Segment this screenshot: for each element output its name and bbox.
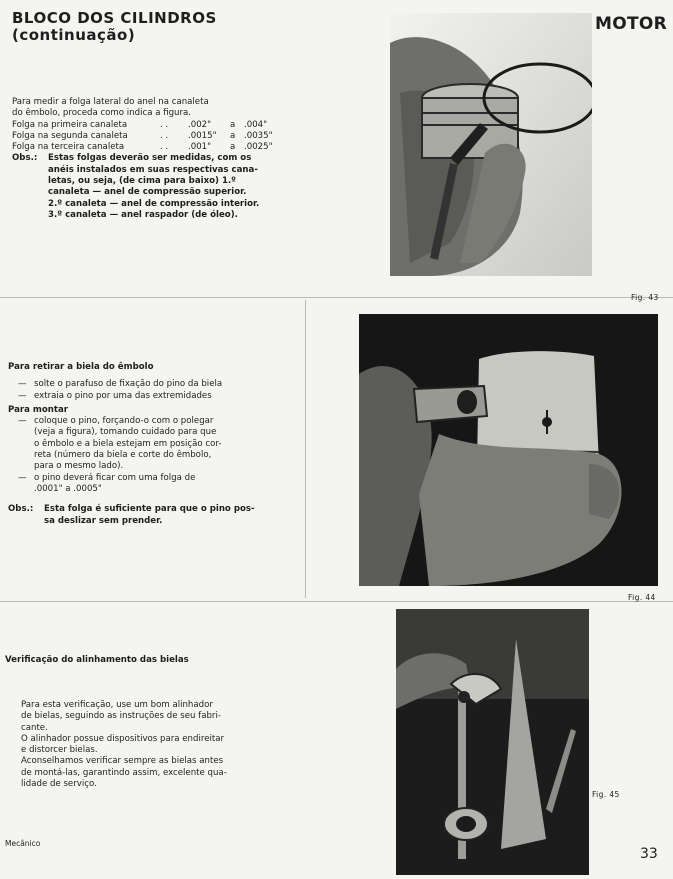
list-item [8, 473, 293, 496]
step-text: (veja a figura), tomando cuidado para que [34, 427, 217, 438]
clearance-row [12, 142, 282, 153]
body-line: O alinhador possue dispositivos para endireitar [21, 733, 225, 744]
obs-line: sa deslizar sem prender. [44, 515, 163, 526]
clearance-label: Folga na segunda canaleta [12, 130, 128, 141]
mount-heading: Para montar [8, 404, 69, 415]
page-number: 33 [640, 846, 658, 862]
list-item [8, 416, 293, 472]
intro-line: Para medir a folga lateral do anel na canaleta [12, 97, 209, 107]
dash: — [18, 472, 27, 483]
clearance-min: .0015" [188, 130, 217, 141]
clearance-dots: . . [160, 142, 169, 153]
clearance-label: Folga na primeira canaleta [12, 119, 128, 130]
obs-line: 2.º canaleta — anel de compressão interior. [48, 198, 260, 209]
body-line: lidade de serviço. [21, 779, 97, 790]
obs-line: letas, ou seja, (de cima para baixo) 1.º [48, 176, 237, 187]
clearance-max: .0025" [244, 142, 273, 153]
section2-heading: Para retirar a biela do êmbolo [8, 362, 154, 372]
divider-1 [0, 297, 673, 298]
section3-body [21, 700, 276, 790]
title-line-2: (continuação) [12, 26, 136, 44]
clearance-row [12, 131, 282, 142]
step-text: reta (número da biela e corte do êmbolo, [34, 450, 212, 461]
obs-line: canaleta — anel de compressão superior. [48, 187, 247, 198]
footer-left-text: Mecânico [5, 839, 41, 848]
figure-45-photo [396, 609, 589, 875]
clearance-min: .001" [188, 142, 212, 153]
body-line: cante. [21, 722, 48, 733]
figure-caption: Fig. 45 [592, 790, 620, 799]
obs-line: Estas folgas deverão ser medidas, com os [48, 153, 252, 164]
figure-caption: Fig. 44 [628, 593, 656, 602]
step-text: .0001" a .0005" [34, 483, 102, 494]
clearance-max: .0035" [244, 130, 273, 141]
obs-label: Obs.: [8, 504, 34, 515]
clearance-row [12, 120, 282, 131]
obs-line: anéis instalados em suas respectivas cana- [48, 164, 258, 175]
clearance-label: Folga na terceira canaleta [12, 142, 125, 153]
section3-heading: Verificação do alinhamento das bielas [5, 655, 189, 665]
intro-line: do êmbolo, proceda como indica a figura. [12, 108, 192, 119]
obs-block [8, 504, 293, 527]
body-line: e distorcer bielas. [21, 745, 98, 756]
body-line: de bielas, seguindo as instruções de seu fabri- [21, 711, 221, 722]
step-text: o pino deverá ficar com uma folga de [34, 472, 196, 483]
clearance-sep: a [230, 119, 236, 130]
section-label: MOTOR [594, 14, 667, 34]
section1-text [12, 97, 282, 221]
figure-caption: Fig. 43 [631, 293, 659, 302]
dash: — [18, 379, 27, 390]
page-title [12, 10, 217, 44]
step-text: para o mesmo lado). [34, 461, 124, 472]
clearance-sep: a [230, 142, 236, 153]
body-line: de montá-las, garantindo assim, excelente qua- [21, 767, 227, 778]
obs-line: Esta folga é suficiente para que o pino pos- [44, 504, 255, 515]
obs-label: Obs.: [12, 153, 38, 164]
body-line: Aconselhamos verificar sempre as bielas antes [21, 756, 224, 767]
title-line-1: BLOCO DOS CILINDROS [12, 9, 217, 27]
clearance-sep: a [230, 130, 236, 141]
dash: — [18, 416, 27, 427]
step-text: solte o parafuso de fixação do pino da biela [34, 379, 223, 390]
divider-2 [0, 601, 673, 602]
step-text: coloque o pino, forçando-o com o polegar [34, 416, 214, 427]
list-item [8, 379, 293, 390]
figure-43-photo [390, 13, 592, 276]
figure-44-photo [359, 314, 658, 586]
step-text: extraia o pino por uma das extremidades [34, 390, 212, 401]
obs-block [12, 153, 282, 221]
clearance-max: .004" [244, 119, 268, 130]
center-divider [305, 300, 306, 598]
obs-line: 3.º canaleta — anel raspador (de óleo). [48, 209, 238, 220]
clearance-min: .002" [188, 119, 212, 130]
clearance-dots: . . [160, 130, 169, 141]
step-text: o êmbolo e a biela estejam em posição cor- [34, 438, 222, 449]
dash: — [18, 390, 27, 401]
clearance-dots: . . [160, 119, 169, 130]
list-item [8, 391, 293, 402]
body-line: Para esta verificação, use um bom alinhador [21, 700, 213, 710]
section2-text [8, 362, 293, 527]
